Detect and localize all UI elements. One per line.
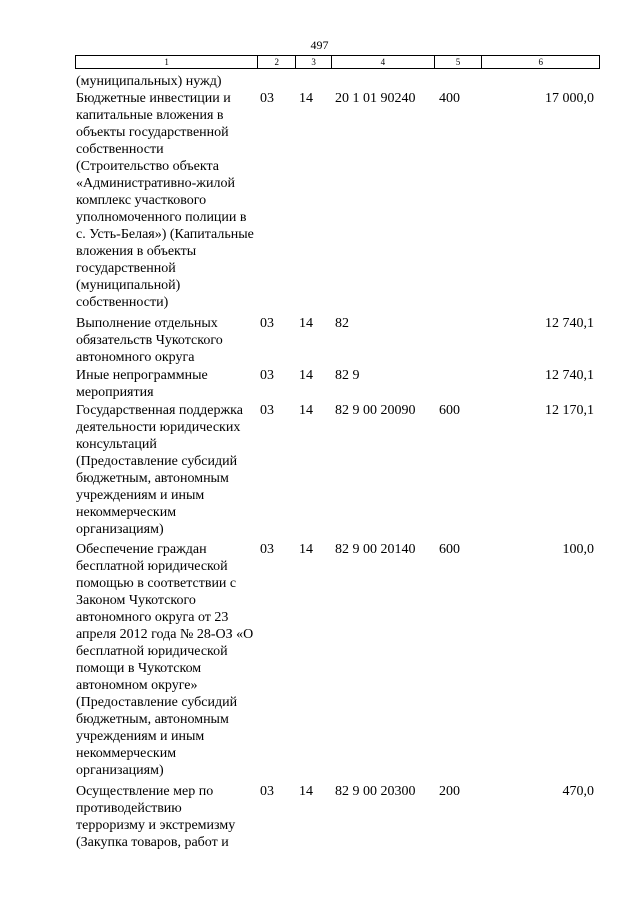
row-target-code: 82 xyxy=(335,316,349,331)
row-amount: 12 740,1 xyxy=(545,316,594,331)
column-header-3: 3 xyxy=(296,56,332,68)
row-name: Выполнение отдельных обязательств Чукотского автономного округа xyxy=(76,316,223,365)
row-section: 03 xyxy=(260,91,274,106)
row-subsection: 14 xyxy=(299,91,313,106)
row-subsection: 14 xyxy=(299,368,313,383)
row-expense-type: 400 xyxy=(439,91,460,106)
row-section: 03 xyxy=(260,403,274,418)
column-header-5: 5 xyxy=(435,56,483,68)
row-name: Иные непрограммные мероприятия xyxy=(76,368,208,400)
page-number: 497 xyxy=(310,38,329,52)
row-subsection: 14 xyxy=(299,316,313,331)
table-header xyxy=(75,55,600,69)
continuation-text: (муниципальных) нужд) xyxy=(76,74,222,89)
row-amount: 12 170,1 xyxy=(545,403,594,418)
row-section: 03 xyxy=(260,784,274,799)
row-subsection: 14 xyxy=(299,542,313,557)
row-amount: 12 740,1 xyxy=(545,368,594,383)
row-expense-type: 600 xyxy=(439,542,460,557)
row-subsection: 14 xyxy=(299,403,313,418)
row-name: Бюджетные инвестиции и капитальные вложения в объекты государственной собственности (Строительство объекта «Административно-жилой комплекс участкового уполномоченного полиции в с. Усть-Белая») (Капитальные вложения в объекты государственной (муниципальной) собственности) xyxy=(76,91,254,310)
row-amount: 100,0 xyxy=(562,542,594,557)
row-name: Обеспечение граждан бесплатной юридической помощью в соответствии с Законом Чукотского автономного округа от 23 апреля 2012 года № 28-ОЗ «О бесплатной юридической помощи в Чукотском автономном округе» (Предоставление субсидий бюджетным, автономным учреждениям и иным некоммерческим организациям) xyxy=(76,542,254,778)
row-target-code: 20 1 01 90240 xyxy=(335,91,416,106)
column-header-2: 2 xyxy=(258,56,296,68)
row-name: Осуществление мер по противодействию терроризму и экстремизму (Закупка товаров, работ и xyxy=(76,784,236,850)
column-header-6: 6 xyxy=(538,57,543,67)
column-header-4: 4 xyxy=(332,56,435,68)
row-target-code: 82 9 xyxy=(335,368,360,383)
column-header-1: 1 xyxy=(76,56,258,68)
row-amount: 470,0 xyxy=(562,784,594,799)
row-section: 03 xyxy=(260,542,274,557)
row-subsection: 14 xyxy=(299,784,313,799)
row-section: 03 xyxy=(260,316,274,331)
row-target-code: 82 9 00 20140 xyxy=(335,542,416,557)
row-expense-type: 600 xyxy=(439,403,460,418)
row-name: Государственная поддержка деятельности юридических консультаций (Предоставление субсидий бюджетным, автономным учреждениям и иным некоммерческим организациям) xyxy=(76,403,243,537)
row-section: 03 xyxy=(260,368,274,383)
row-target-code: 82 9 00 20090 xyxy=(335,403,416,418)
row-amount: 17 000,0 xyxy=(545,91,594,106)
row-expense-type: 200 xyxy=(439,784,460,799)
row-target-code: 82 9 00 20300 xyxy=(335,784,416,799)
